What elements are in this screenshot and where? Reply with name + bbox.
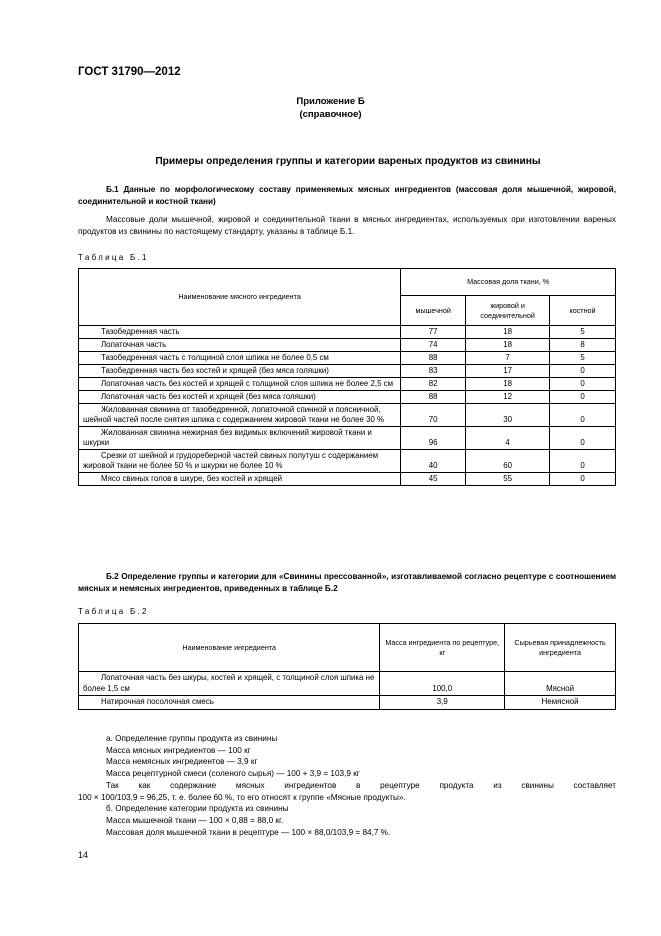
- table1-row-muscle: 40: [401, 450, 466, 473]
- table1-row: [79, 473, 616, 486]
- table1-row-muscle: 83: [401, 365, 466, 378]
- table1-row-bone: 0: [550, 427, 616, 450]
- table2-row-type: Немясной: [505, 696, 616, 710]
- table1-caption: Таблица Б.1: [78, 253, 149, 262]
- table2-row: [79, 672, 616, 696]
- table1-row-bone: 0: [550, 378, 616, 391]
- table1-row-name: Лопаточная часть: [79, 339, 401, 352]
- table1-col-group: Массовая доля ткани, %: [401, 269, 616, 296]
- table2-col-mass: Масса ингредиента по рецептуре, кг: [380, 624, 505, 672]
- table1-row-bone: 0: [550, 391, 616, 404]
- b1-heading: Б.1 Данные по морфологическому составу применяемых мясных ингредиентов (массовая доля мышечной, жировой, соединительной и костной ткани): [78, 185, 616, 207]
- section-title: Примеры определения группы и категории вареных продуктов из свинины: [155, 156, 541, 167]
- table1-col-muscle: мышечной: [401, 296, 466, 326]
- standard-header: ГОСТ 31790—2012: [78, 66, 181, 78]
- calculation-block: [78, 733, 616, 838]
- table-b1: [78, 268, 616, 486]
- table1-row: [79, 450, 616, 473]
- table2-row-mass: 100,0: [380, 672, 505, 696]
- table2-row-mass: 3,9: [380, 696, 505, 710]
- table1-col-fat: жировой и соединительной: [466, 296, 550, 326]
- table1-row-muscle: 74: [401, 339, 466, 352]
- table2-row-type: Мясной: [505, 672, 616, 696]
- table1-row-name: Жилованная свинина нежирная без видимых включений жировой ткани и шкурки: [79, 427, 401, 450]
- b1-text: Массовые доли мышечной, жировой и соединительной ткани в мясных ингредиентах, используемых при изготовлении вареных продуктов из свинины по настоящему стандарту, указаны в таблице Б.1.: [78, 215, 616, 237]
- table1-row-muscle: 70: [401, 404, 466, 427]
- table1-row-muscle: 96: [401, 427, 466, 450]
- table2-caption: Таблица Б.2: [78, 607, 149, 616]
- table1-row-bone: 5: [550, 326, 616, 339]
- table1-row-fat: 12: [466, 391, 550, 404]
- table1-row-bone: 0: [550, 450, 616, 473]
- table1-row-fat: 18: [466, 339, 550, 352]
- table1-row: [79, 404, 616, 427]
- table1-row: [79, 339, 616, 352]
- table1-row-muscle: 88: [401, 352, 466, 365]
- table1-row: [79, 427, 616, 450]
- b2-heading: Б.2 Определение группы и категории для «Свинины прессованной», изготавливаемой согласно рецептуре с соотношением мясных и немясных ингредиентов, приведенных в таблице Б.2: [78, 572, 616, 594]
- table1-row-name: Лопаточная часть без костей и хрящей (без мяса голяшки): [79, 391, 401, 404]
- table1-row-name: Тазобедренная часть с толщиной слоя шпика не более 0,5 см: [79, 352, 401, 365]
- calc-a2: Масса немясных ингредиентов — 3,9 кг: [106, 757, 258, 767]
- appendix-title: Приложение Б: [296, 96, 365, 107]
- appendix-subtitle: (справочное): [299, 109, 362, 120]
- table2-col-type: Сырьевая принадлежность ингредиента: [505, 624, 616, 672]
- table-b2: [78, 623, 616, 710]
- calc-b1: Масса мышечной ткани — 100 × 0,88 = 88,0 кг.: [106, 815, 284, 825]
- calc-a4-line1: Так как содержание мясных ингредиентов в рецептуре продукта из свинины составляет: [106, 780, 616, 790]
- table1-row: [79, 365, 616, 378]
- table1-row-muscle: 77: [401, 326, 466, 339]
- table2-row: [79, 696, 616, 710]
- table1-row-fat: 7: [466, 352, 550, 365]
- calc-a1: Масса мясных ингредиентов — 100 кг: [106, 745, 251, 755]
- table1-row-fat: 17: [466, 365, 550, 378]
- table1-row-fat: 4: [466, 427, 550, 450]
- table1-row-bone: 5: [550, 352, 616, 365]
- calc-a3: Масса рецептурной смеси (соленого сырья) — 100 + 3,9 = 103,9 кг: [106, 769, 360, 779]
- table2-row-name: Натирочная посолочная смесь: [79, 696, 380, 710]
- table1-row: [79, 378, 616, 391]
- table1-row-name: Лопаточная часть без костей и хрящей с толщиной слоя шпика не более 2,5 см: [79, 378, 401, 391]
- table1-col-name: Наименование мясного ингредиента: [79, 269, 401, 326]
- table2-col-name: Наименование ингредиента: [79, 624, 380, 672]
- page-number: 14: [78, 850, 89, 860]
- table1-row-bone: 0: [550, 365, 616, 378]
- table1-row-fat: 18: [466, 378, 550, 391]
- table2-row-name: Лопаточная часть без шкуры, костей и хрящей, с толщиной слоя шпика не более 1,5 см: [79, 672, 380, 696]
- table1-row: [79, 352, 616, 365]
- calc-a4-line2: 100 × 100/103,9 = 96,25, т. е. более 60 %, то его относят к группе «Мясные продукты».: [78, 792, 406, 802]
- table1-row-name: Тазобедренная часть без костей и хрящей (без мяса голяшки): [79, 365, 401, 378]
- table1-row-fat: 55: [466, 473, 550, 486]
- table1-row-bone: 8: [550, 339, 616, 352]
- table1-row-fat: 30: [466, 404, 550, 427]
- table1-row-fat: 18: [466, 326, 550, 339]
- table1-row-muscle: 82: [401, 378, 466, 391]
- table1-row-name: Тазобедренная часть: [79, 326, 401, 339]
- table1-row: [79, 326, 616, 339]
- table1-row: [79, 391, 616, 404]
- calc-a-title: а. Определение группы продукта из свинины: [106, 734, 278, 743]
- table1-row-name: Мясо свиных голов в шкуре, без костей и хрящей: [79, 473, 401, 486]
- table1-row-bone: 0: [550, 404, 616, 427]
- table1-col-bone: костной: [550, 296, 616, 326]
- table1-row-muscle: 45: [401, 473, 466, 486]
- table1-row-name: Срезки от шейной и грудореберной частей свиных полутуш с содержанием жировой ткани не более 50 % и шкурки не более 10 %: [79, 450, 401, 473]
- table1-row-bone: 0: [550, 473, 616, 486]
- table1-row-name: Жилованная свинина от тазобедренной, лопаточной спинной и поясничной, шейной частей после снятия шпика с содержанием жировой ткани не более 30 %: [79, 404, 401, 427]
- table1-row-muscle: 88: [401, 391, 466, 404]
- calc-b2: Массовая доля мышечной ткани в рецептуре — 100 × 88,0/103,9 = 84,7 %.: [106, 827, 391, 837]
- calc-b-title: б. Определение категории продукта из свинины: [106, 804, 289, 814]
- table1-row-fat: 60: [466, 450, 550, 473]
